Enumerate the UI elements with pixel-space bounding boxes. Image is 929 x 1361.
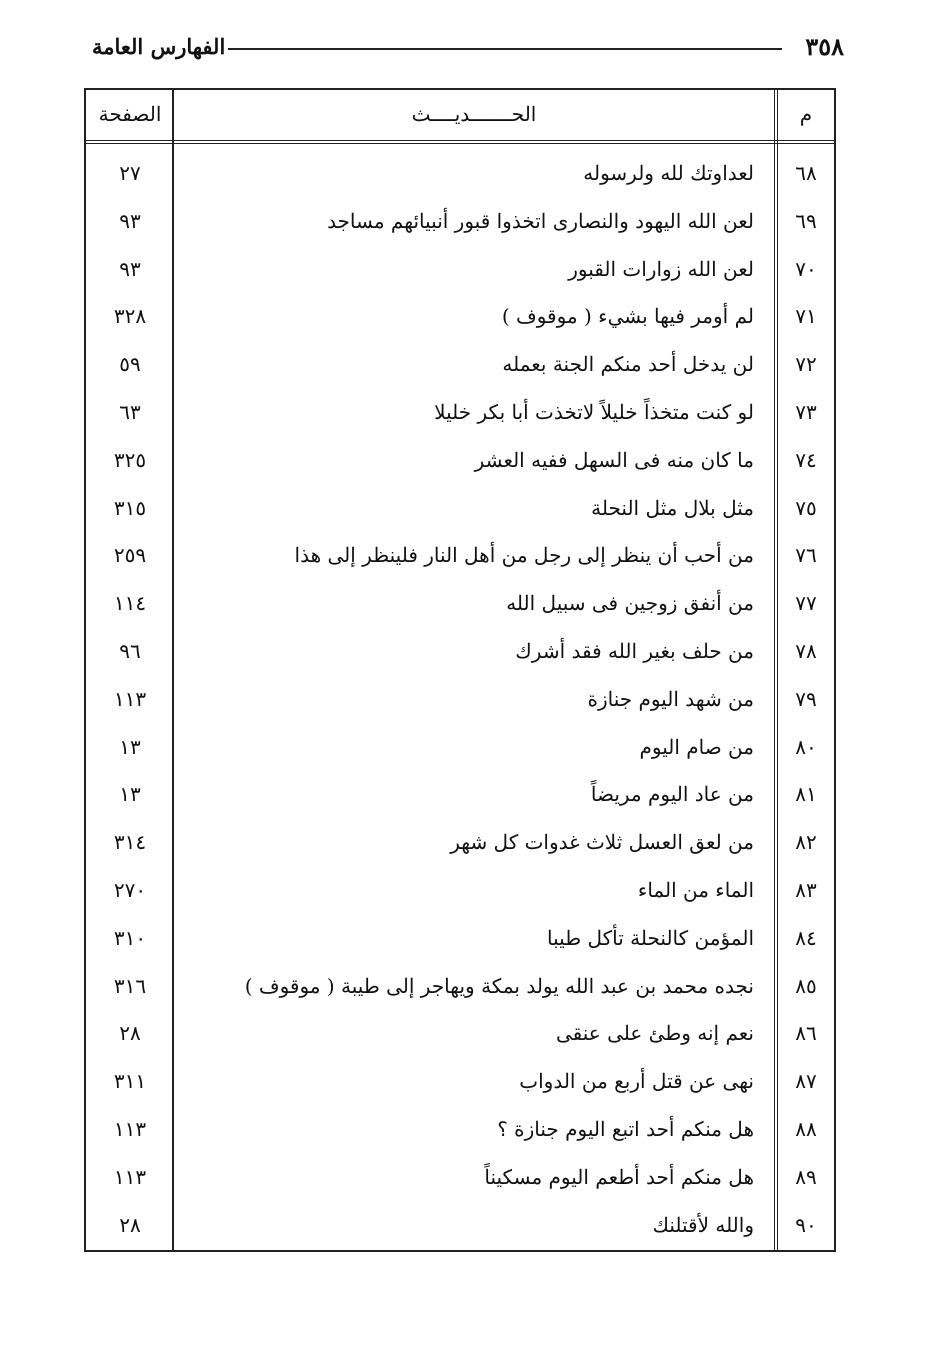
hadith-text: هل منكم أحد أطعم اليوم مسكيناً [484,1164,754,1189]
table-row [86,246,834,294]
hadith-text: من حلف بغير الله فقد أشرك [515,638,754,663]
row-number: ٨١ [795,782,817,807]
page-reference: ٩٣ [119,256,141,281]
page-reference: ١٣ [119,782,141,807]
row-number: ٧٨ [795,638,817,663]
hadith-text: من شهد اليوم جنازة [587,686,754,711]
page-reference: ١١٣ [113,1116,147,1141]
page-reference: ١١٣ [113,686,147,711]
hadith-text: الماء من الماء [637,877,754,902]
hadith-text: لعداوتك لله ولرسوله [583,161,754,185]
hadith-text: لو كنت متخذاً خليلاً لاتخذت أبا بكر خليلا [434,399,754,424]
row-number: ٧٦ [795,543,817,568]
table-row [86,198,834,246]
row-number: ٨٣ [795,877,817,902]
hadith-text: نهى عن قتل أربع من الدواب [519,1069,754,1094]
table-row [86,1202,834,1250]
row-number: ٩٠ [795,1212,817,1237]
page-reference: ٣١٦ [113,973,147,998]
row-number: ٧٠ [795,256,817,281]
row-number: ٨٠ [795,734,817,759]
table-row [86,676,834,724]
table-row [86,389,834,437]
row-number: ٨٤ [795,925,817,950]
page-reference: ٢٧٠ [113,877,147,902]
page-reference: ٩٦ [119,638,141,663]
page-number: ٣٥٨ [805,32,844,61]
page-reference: ١١٣ [113,1164,147,1189]
table-row [86,1106,834,1154]
page-reference: ٢٧ [119,161,141,185]
row-number: ٦٨ [795,161,817,185]
row-number: ٧١ [795,304,817,329]
hadith-text: من أحب أن ينظر إلى رجل من أهل النار فلينظر إلى هذا [294,543,754,568]
table-row [86,150,834,198]
row-number: ٨٦ [795,1021,817,1046]
table-header-row [86,90,834,144]
table-row [86,724,834,772]
hadith-text: لعن الله زوارات القبور [568,256,754,281]
page-reference: ٢٨ [119,1212,141,1237]
table-row [86,915,834,963]
row-number: ٨٧ [795,1069,817,1094]
table-row [86,341,834,389]
row-number: ٨٩ [795,1164,817,1189]
hadith-text: لم أومر فيها بشيء ( موقوف ) [501,304,754,329]
table-body [86,150,834,1249]
row-number: ٨٥ [795,973,817,998]
page-reference: ٣١٠ [113,925,147,950]
table-row [86,532,834,580]
hadith-text: لعن الله اليهود والنصارى اتخذوا قبور أنبيائهم مساجد [327,208,754,233]
row-number: ٦٩ [795,208,817,233]
hadith-text: نجده محمد بن عبد الله يولد بمكة ويهاجر إلى طيبة ( موقوف ) [244,973,754,998]
page-reference: ٦٣ [119,399,141,424]
table-row [86,819,834,867]
page-reference: ٢٨ [119,1021,141,1046]
page-reference: ١١٤ [113,591,147,616]
table-row [86,771,834,819]
table-row [86,963,834,1011]
row-number: ٧٩ [795,686,817,711]
hadith-text: مثل بلال مثل النحلة [591,495,754,520]
page-reference: ٣٢٨ [113,304,147,329]
row-number: ٧٤ [795,447,817,472]
table-row [86,485,834,533]
hadith-text: المؤمن كالنحلة تأكل طيبا [547,925,754,950]
column-header-page: الصفحة [98,102,162,126]
page-reference: ٩٣ [119,208,141,233]
row-number: ٧٧ [795,591,817,616]
header-rule [228,48,782,50]
column-header-hadith: الحـــــــديــــث [411,102,537,126]
hadith-text: هل منكم أحد اتبع اليوم جنازة ؟ [497,1116,754,1141]
page-reference: ٣١٤ [113,830,147,855]
table-row [86,1010,834,1058]
table-row [86,580,834,628]
hadith-text: من عاد اليوم مريضاً [590,782,754,807]
hadith-text: والله لأقتلنك [652,1212,754,1237]
page-reference: ٥٩ [119,352,141,377]
page-reference: ١٣ [119,734,141,759]
row-number: ٨٨ [795,1116,817,1141]
table-row [86,437,834,485]
page-reference: ٣٢٥ [113,447,147,472]
page-reference: ٣١١ [113,1069,147,1094]
table-row [86,628,834,676]
table-row [86,867,834,915]
page-reference: ٢٥٩ [113,543,147,568]
row-number: ٧٢ [795,352,817,377]
row-number: ٧٥ [795,495,817,520]
hadith-text: من أنفق زوجين فى سبيل الله [506,591,754,616]
row-number: ٧٣ [795,399,817,424]
hadith-text: من لعق العسل ثلاث غدوات كل شهر [450,830,754,855]
table-row [86,293,834,341]
hadith-text: ما كان منه فى السهل ففيه العشر [474,447,754,472]
table-row [86,1154,834,1202]
running-title: الفهارس العامة [92,34,226,59]
page-reference: ٣١٥ [113,495,147,520]
table-row [86,1058,834,1106]
hadith-text: نعم إنه وطئ على عنقى [555,1021,754,1046]
hadith-text: لن يدخل أحد منكم الجنة بعمله [502,352,754,377]
hadith-index-table [84,88,836,1252]
column-header-number: م [799,102,813,126]
hadith-text: من صام اليوم [639,734,754,759]
row-number: ٨٢ [795,830,817,855]
page-header [92,32,844,62]
